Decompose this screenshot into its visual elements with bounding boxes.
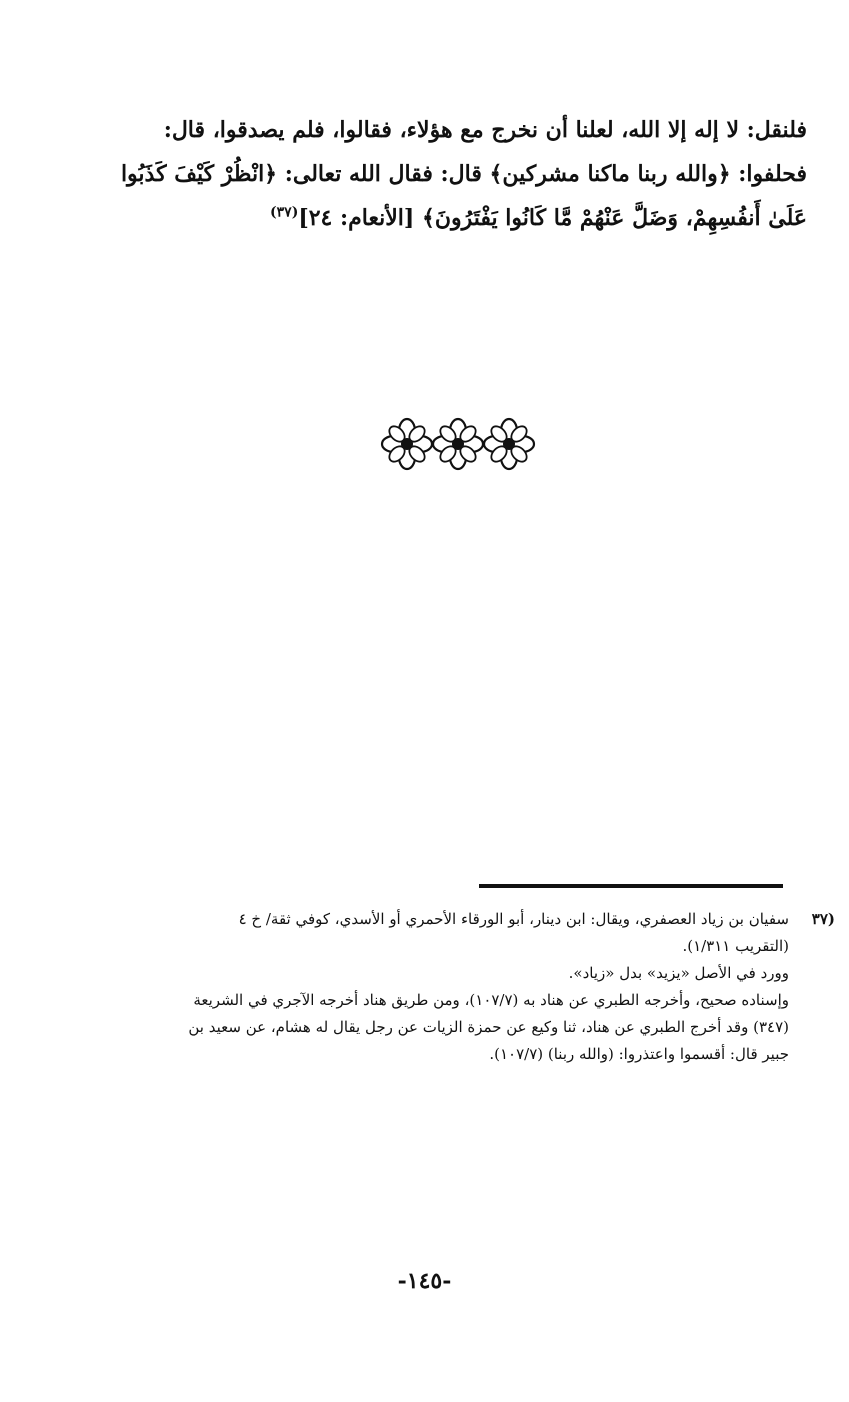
footnote-reference: (٣٧) (270, 204, 299, 221)
footnote-divider (479, 884, 783, 888)
footnote-line-1: سفيان بن زياد العصفري، ويقال: ابن دينار، أبو الورقاء الأحمري أو الأسدي، كوفي ثقة/ خ ٤ (238, 910, 789, 928)
main-text-line-2: فحلفوا: ﴿والله ربنا ماكنا مشركين﴾ قال: فقال الله تعالى: ﴿انْظُرْ كَيْفَ كَذَبُوا (120, 161, 807, 187)
triple-floral-ornament-icon (378, 416, 538, 472)
main-text-line-1: فلنقل: لا إله إلا الله، لعلنا أن نخرج مع هؤلاء، فقالوا، فلم يصدقوا، قال: (163, 117, 807, 143)
footnote-number: (٣٧ (811, 910, 835, 928)
footnote-line (109, 906, 835, 933)
main-text-block (117, 108, 807, 240)
footnote-line-4: وإسناده صحيح، وأخرجه الطبري عن هناد به (١٠٧/٧)، ومن طريق هناد أخرجه الآجري في الشريعة (193, 991, 789, 1009)
footnote-line-6: جبير قال: أقسموا واعتذروا: (والله ربنا) (١٠٧/٧). (489, 1045, 789, 1063)
main-text-line-3-text: عَلَىٰ أَنفُسِهِمْ، وَضَلَّ عَنْهُمْ مَّا كَانُوا يَفْتَرُونَ﴾ [الأنعام: ٢٤] (298, 205, 807, 231)
footnote-line-5: (٣٤٧) وقد أخرج الطبري عن هناد، ثنا وكيع عن حمزة الزيات عن رجل يقال له هشام، عن سعيد بن (188, 1018, 789, 1036)
page-number: -١٤٥- (397, 1268, 452, 1294)
main-text-line-3 (117, 196, 807, 240)
footnotes-block (109, 906, 835, 1068)
footnote-line-3: وورد في الأصل «يزيد» بدل «زياد». (568, 964, 789, 982)
footnote-line-2: (التقريب ١/٣١١). (682, 937, 789, 955)
